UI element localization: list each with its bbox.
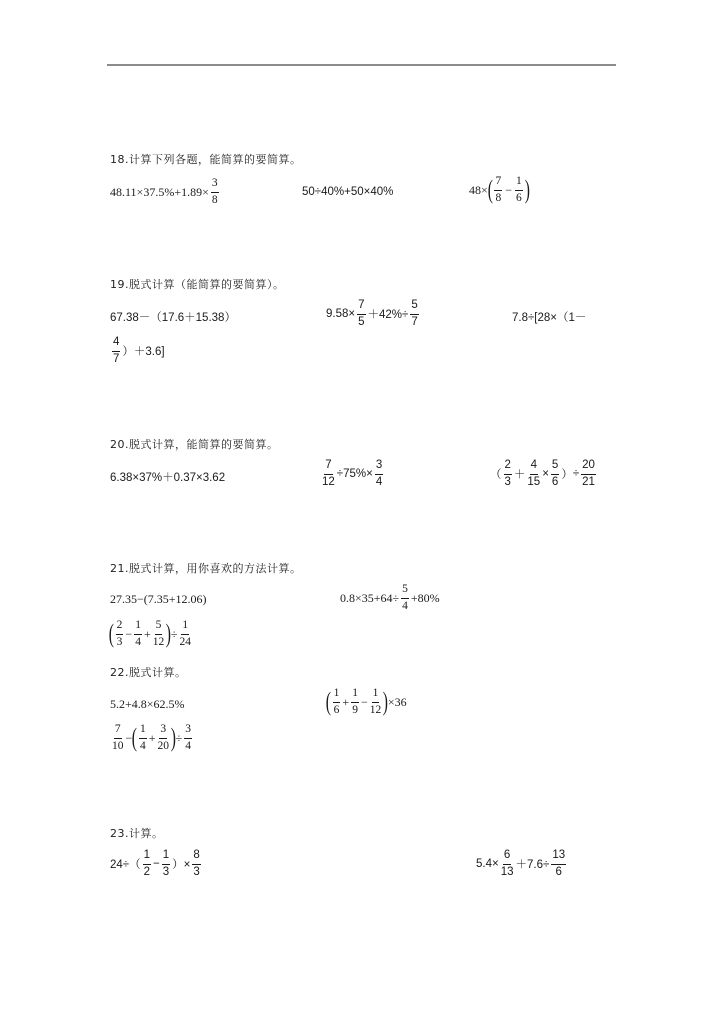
question-23-title: 23.计算。 [110, 827, 164, 840]
q19-expr-3-line1: 7.8÷[28×（1－ [512, 312, 587, 324]
q19-expr-1: 67.38－（17.6＋15.38） [110, 312, 236, 324]
q18-expr-1: 48.11×37.5%+1.89× $\frac{3}{8}$ [110, 177, 218, 206]
q21-expr-1: 27.35−(7.35+12.06) [110, 592, 207, 606]
q20-expr-2: $\frac{7}{12}$ ÷75%× $\frac{3}{4}$ [322, 459, 383, 488]
question-20-title: 20.脱式计算，能简算的要简算。 [110, 438, 279, 451]
question-19-title: 19.脱式计算（能简算的要简算）。 [110, 278, 285, 291]
question-22-title: 22.脱式计算。 [110, 666, 187, 679]
q21-expr-2: 0.8×35+64÷ $\frac{5}{4}$ +80% [340, 583, 440, 612]
q22-expr-1: 5.2+4.8×62.5% [110, 697, 185, 711]
q22-expr-2: ( $\frac{1}{6}$ + $\frac{1}{9}$ − $\frac{1}{12}$ ) ×36 [325, 687, 407, 716]
q23-expr-2: 5.4× $\frac{6}{13}$ ＋7.6÷ $\frac{13}{6}$ [476, 849, 566, 878]
q21-expr-3: ( $\frac{2}{3}$ − $\frac{1}{4}$ + $\frac{5}{12}$ ) ÷ $\frac{1}{24}$ [108, 619, 191, 648]
q18-expr-2: 50÷40%+50×40% [302, 186, 394, 198]
q20-expr-3: （ $\frac{2}{3}$ ＋ $\frac{4}{15}$ × $\frac{5}{6}$ ） ÷ $\frac{20}{21}$ [490, 459, 595, 488]
question-18-title: 18.计算下列各题，能简算的要简算。 [110, 153, 302, 166]
q18-expr-3: 48× ( $\frac{7}{8}$ − $\frac{1}{6}$ ) [469, 175, 530, 204]
q22-expr-3: $\frac{7}{10}$ − ( $\frac{1}{4}$ + $\frac{3}{20}$ ) ÷ $\frac{3}{4}$ [112, 723, 191, 752]
header-rule [107, 64, 616, 66]
q19-expr-2: 9.58× $\frac{7}{5}$ ＋42%÷ $\frac{5}{7}$ [326, 299, 418, 328]
question-21-title: 21.脱式计算，用你喜欢的方法计算。 [110, 562, 302, 575]
q19-expr-3-line2: $\frac{4}{7}$ ）＋3.6] [113, 336, 165, 365]
q23-expr-1: 24÷（ $\frac{1}{2}$ − $\frac{1}{3}$ ）× $\frac{8}{3}$ [110, 849, 200, 878]
q20-expr-1: 6.38×37%＋0.37×3.62 [110, 472, 226, 484]
